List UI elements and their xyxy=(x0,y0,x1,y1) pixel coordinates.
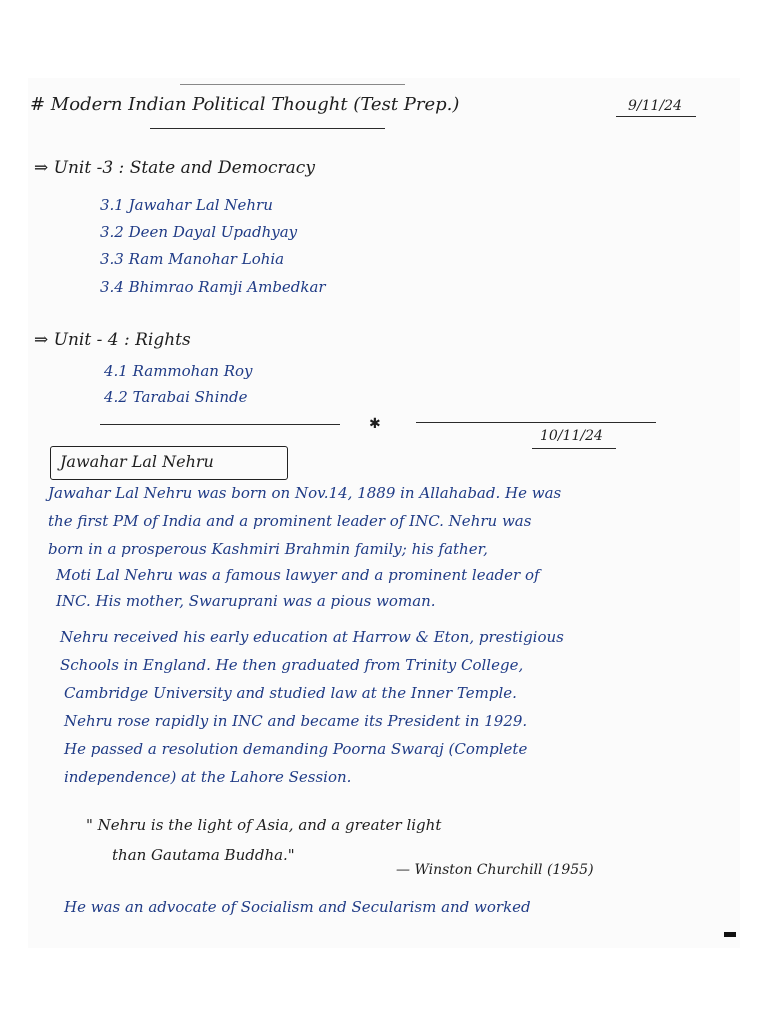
unit4-heading: ⇒ Unit - 4 : Rights xyxy=(34,330,191,350)
para2-line: Schools in England. He then graduated from Trinity College, xyxy=(60,656,524,674)
para2-line: He passed a resolution demanding Poorna Swaraj (Complete xyxy=(64,740,528,758)
unit3-item: 3.2 Deen Dayal Upadhyay xyxy=(100,223,298,241)
unit3-item: 3.1 Jawahar Lal Nehru xyxy=(100,196,273,214)
quote-line: " Nehru is the light of Asia, and a greater light xyxy=(86,816,442,834)
divider-symbol: ✱ xyxy=(369,416,381,432)
title-underline xyxy=(150,128,385,129)
top-rule xyxy=(180,84,405,85)
para2-line: independence) at the Lahore Session. xyxy=(64,768,352,786)
unit3-heading: ⇒ Unit -3 : State and Democracy xyxy=(34,158,315,178)
para1-line: Moti Lal Nehru was a famous lawyer and a prominent leader of xyxy=(56,566,540,584)
para2-line: Nehru received his early education at Harrow & Eton, prestigious xyxy=(60,628,564,646)
para1-line: Jawahar Lal Nehru was born on Nov.14, 1889 in Allahabad. He was xyxy=(48,484,562,502)
divider-left xyxy=(100,424,340,425)
quote-line: than Gautama Buddha." xyxy=(112,846,295,864)
para1-line: INC. His mother, Swaruprani was a pious woman. xyxy=(56,592,436,610)
last-line: He was an advocate of Socialism and Secularism and worked xyxy=(64,898,531,916)
quote-author: — Winston Churchill (1955) xyxy=(396,862,594,878)
para2-line: Cambridge University and studied law at the Inner Temple. xyxy=(64,684,517,702)
divider-right xyxy=(416,422,656,423)
section-date-underline xyxy=(532,448,616,449)
para2-line: Nehru rose rapidly in INC and became its President in 1929. xyxy=(64,712,528,730)
unit3-item: 3.4 Bhimrao Ramji Ambedkar xyxy=(100,278,326,296)
page-edge-mark xyxy=(724,932,736,937)
unit4-item: 4.2 Tarabai Shinde xyxy=(104,388,248,406)
section-date: 10/11/24 xyxy=(540,428,603,444)
unit3-item: 3.3 Ram Manohar Lohia xyxy=(100,250,285,268)
unit4-item: 4.1 Rammohan Roy xyxy=(104,362,253,380)
para1-line: born in a prosperous Kashmiri Brahmin family; his father, xyxy=(48,540,488,558)
date-underline xyxy=(616,116,696,117)
para1-line: the first PM of India and a prominent leader of INC. Nehru was xyxy=(48,512,532,530)
header-date: 9/11/24 xyxy=(628,98,682,114)
page-title: # Modern Indian Political Thought (Test Prep.) xyxy=(30,94,460,115)
section-title: Jawahar Lal Nehru xyxy=(60,452,214,471)
